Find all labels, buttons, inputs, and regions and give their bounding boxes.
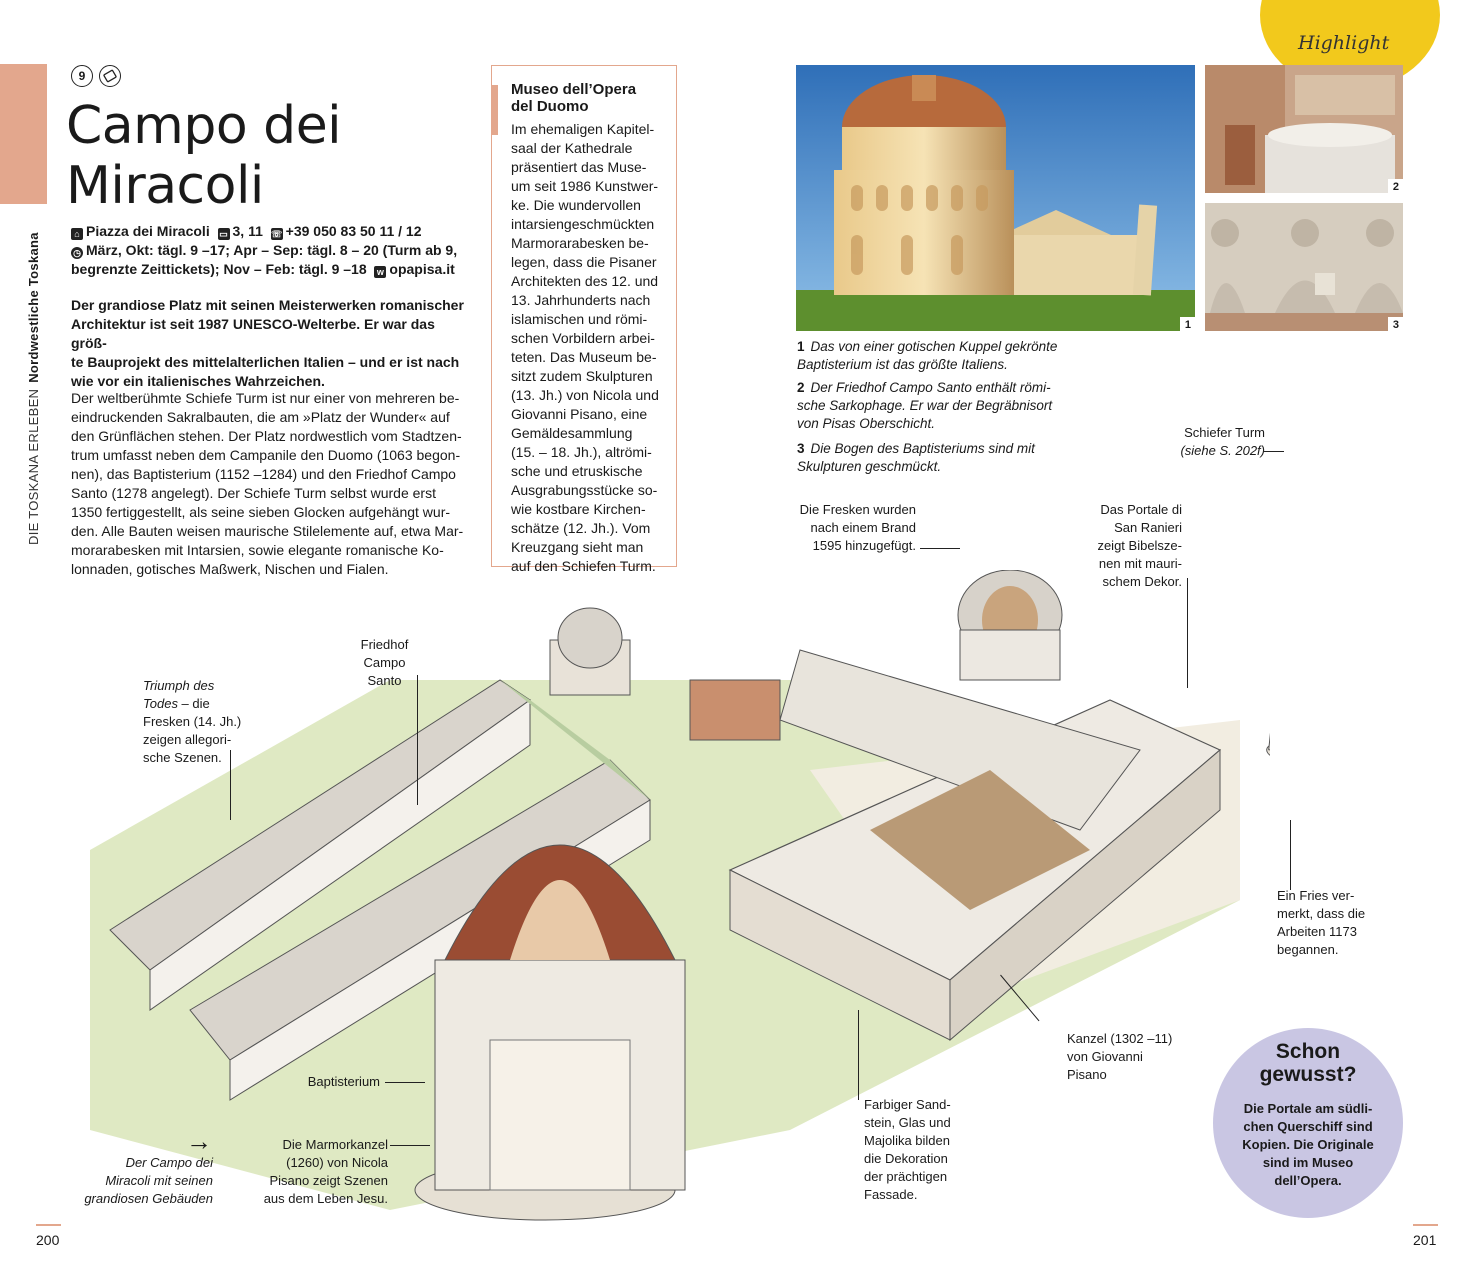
label-portale: Das Portale di San Ranieri zeigt Bibelsze- nen mit mauri- schem Dekor. — [1097, 502, 1182, 589]
label-farbiger: Farbiger Sand- stein, Glas und Majolika bilden die Dekoration der prächtigen Fassade. — [864, 1097, 951, 1202]
label-baptisterium: Baptisterium — [307, 1074, 380, 1089]
page-title: Campo dei Miracoli — [66, 96, 342, 216]
label-marmorkanzel: Die Marmorkanzel (1260) von Nicola Pisano zeigt Szenen aus dem Leben Jesu. — [263, 1137, 388, 1206]
body-paragraph: Der weltberühmte Schiefe Turm ist nur einer von mehreren be- eindruckenden Sakralbauten, die am »Platz der Wunder« auf den Grünflächen stehen. Der Platz nordwestlich vom Stadtzen- trum umfasst neben dem Campanile den Duomo (1063 begon- nen), das Baptisterium (1152 –1284) und den Friedhof Campo Santo (1278 angelegt). Der Schiefe Turm selbst wurde erst 1350 fertiggestellt, als seine sieben Glocken aufgehängt wur- den. Alle Bauten weisen maurische Stilelemente auf, etwa Mar- morarabesken mit Intarsien, sowie elegante romanische Ko- lonnaden, gotisches Maßwerk, Nischen und Fialen. — [71, 390, 464, 577]
highlight-label: Highlight — [1298, 32, 1390, 54]
photo-reliefs — [1205, 203, 1403, 331]
label-fries: Ein Fries ver- merkt, dass die Arbeiten 1173 begannen. — [1277, 888, 1366, 957]
hours-2: begrenzte Zeittickets); Nov – Feb: tägl. 9 –18 — [71, 261, 367, 277]
sight-number-badge: 9 — [71, 65, 93, 87]
address: Piazza dei Miracoli — [86, 223, 210, 239]
caption-1: 1 Das von einer gotischen Kuppel gekrönte Baptisterium ist das größte Italiens. — [797, 339, 1058, 372]
bus-icon: ▭ — [219, 229, 228, 239]
phone-icon: ☏ — [271, 229, 283, 239]
leader-marmor — [390, 1145, 430, 1146]
page-number-right: 201 — [1413, 1232, 1437, 1248]
label-friedhof: Friedhof Campo Santo — [360, 637, 409, 688]
label-kanzel: Kanzel (1302 –11) von Giovanni Pisano — [1067, 1031, 1173, 1082]
label-schiefer-turm: Schiefer Turm (siehe S. 202f) — [1180, 425, 1265, 458]
hours-1: März, Okt: tägl. 9 –17; Apr – Sep: tägl. 8 – 20 (Turm ab 9, — [86, 242, 458, 258]
label-fresken: Die Fresken wurden nach einem Brand 1595 hinzugefügt. — [799, 502, 916, 553]
page-number-left: 200 — [36, 1232, 60, 1248]
bus-lines: 3, 11 — [232, 223, 263, 239]
running-header — [26, 25, 41, 545]
photo-number-1: 1 — [1180, 317, 1195, 331]
web-icon: w — [374, 266, 386, 278]
phone: +39 050 83 50 11 / 12 — [285, 223, 422, 239]
leader-baptisterium — [385, 1082, 425, 1083]
label-triumph: Triumph des Todes – die Fresken (14. Jh.) zeigen allegori- sche Szenen. — [143, 678, 242, 765]
leader-fresken — [920, 548, 960, 549]
page-rule-left — [36, 1224, 61, 1226]
website: opapisa.it — [389, 261, 455, 277]
lead-paragraph: Der grandiose Platz mit seinen Meisterwerken romanischer Architektur ist seit 1987 UNESCO-Welterbe. Er war das größ- te Bauprojekt des mittelalterlichen Italien – und er ist nach wie vor ein italienisches Wahrzeichen. — [71, 297, 464, 389]
photo-baptistery — [796, 65, 1195, 331]
leader-fries — [1290, 820, 1291, 890]
leader-farbiger — [858, 1010, 859, 1100]
leader-friedhof — [417, 675, 418, 805]
campo-illustration — [90, 570, 1270, 1230]
caption-2: 2 Der Friedhof Campo Santo enthält römi- sche Sarkophage. Er war der Begräbnisort von Pisas Oberschicht. — [797, 380, 1053, 431]
did-you-know-text: Die Portale am südli- chen Querschiff sind Kopien. Die Originale sind im Museo dell’Opera. — [1242, 1101, 1374, 1188]
leader-schiefer — [1264, 451, 1284, 452]
did-you-know-title: Schon gewusst? — [1259, 1040, 1357, 1086]
section-label: DIE TOSKANA ERLEBEN — [26, 388, 41, 545]
home-icon: ⌂ — [71, 228, 83, 240]
leader-portale — [1187, 578, 1188, 688]
arrow-right-icon: → — [186, 1126, 212, 1156]
illustration-caption: Der Campo dei Miracoli mit seinen grandiosen Gebäuden — [84, 1155, 213, 1206]
photo-sarcophagus — [1205, 65, 1403, 193]
caption-3: 3 Die Bogen des Baptisteriums sind mit Skulpturen geschmückt. — [797, 441, 1035, 474]
box-accent-bar — [491, 85, 498, 135]
clock-icon: ◷ — [71, 247, 83, 259]
photo-number-2: 2 — [1388, 179, 1403, 193]
museum-box-text: Im ehemaligen Kapitel- saal der Kathedrale präsentiert das Muse- um seit 1986 Kunstwer- ke. Die wundervollen intarsiengeschmückten Marmorarabesken be- legen, dass die Pisaner Architekten des 12. und 13. Jahrhunderts nach islamischen und römi- schen Vorbildern arbei- teten. Das Museum be- sitzt zudem Skulpturen (13. Jh.) von Nicola und Giovanni Pisano, eine Gemäldesammlung (15. – 18. Jh.), altrömi- sche und etruskische Ausgrabungsstücke so- wie kostbare Kirchen- schätze (12. Jh.). Vom Kreuzgang sieht man auf den Schiefen Turm. — [511, 121, 659, 574]
ticket-icon — [99, 65, 121, 87]
chapter-label: Nordwestliche Toskana — [26, 232, 41, 383]
museum-box-title: Museo dell’Opera del Duomo — [511, 81, 637, 115]
page-rule-right — [1413, 1224, 1438, 1226]
info-block — [71, 222, 471, 279]
photo-number-3: 3 — [1388, 317, 1403, 331]
